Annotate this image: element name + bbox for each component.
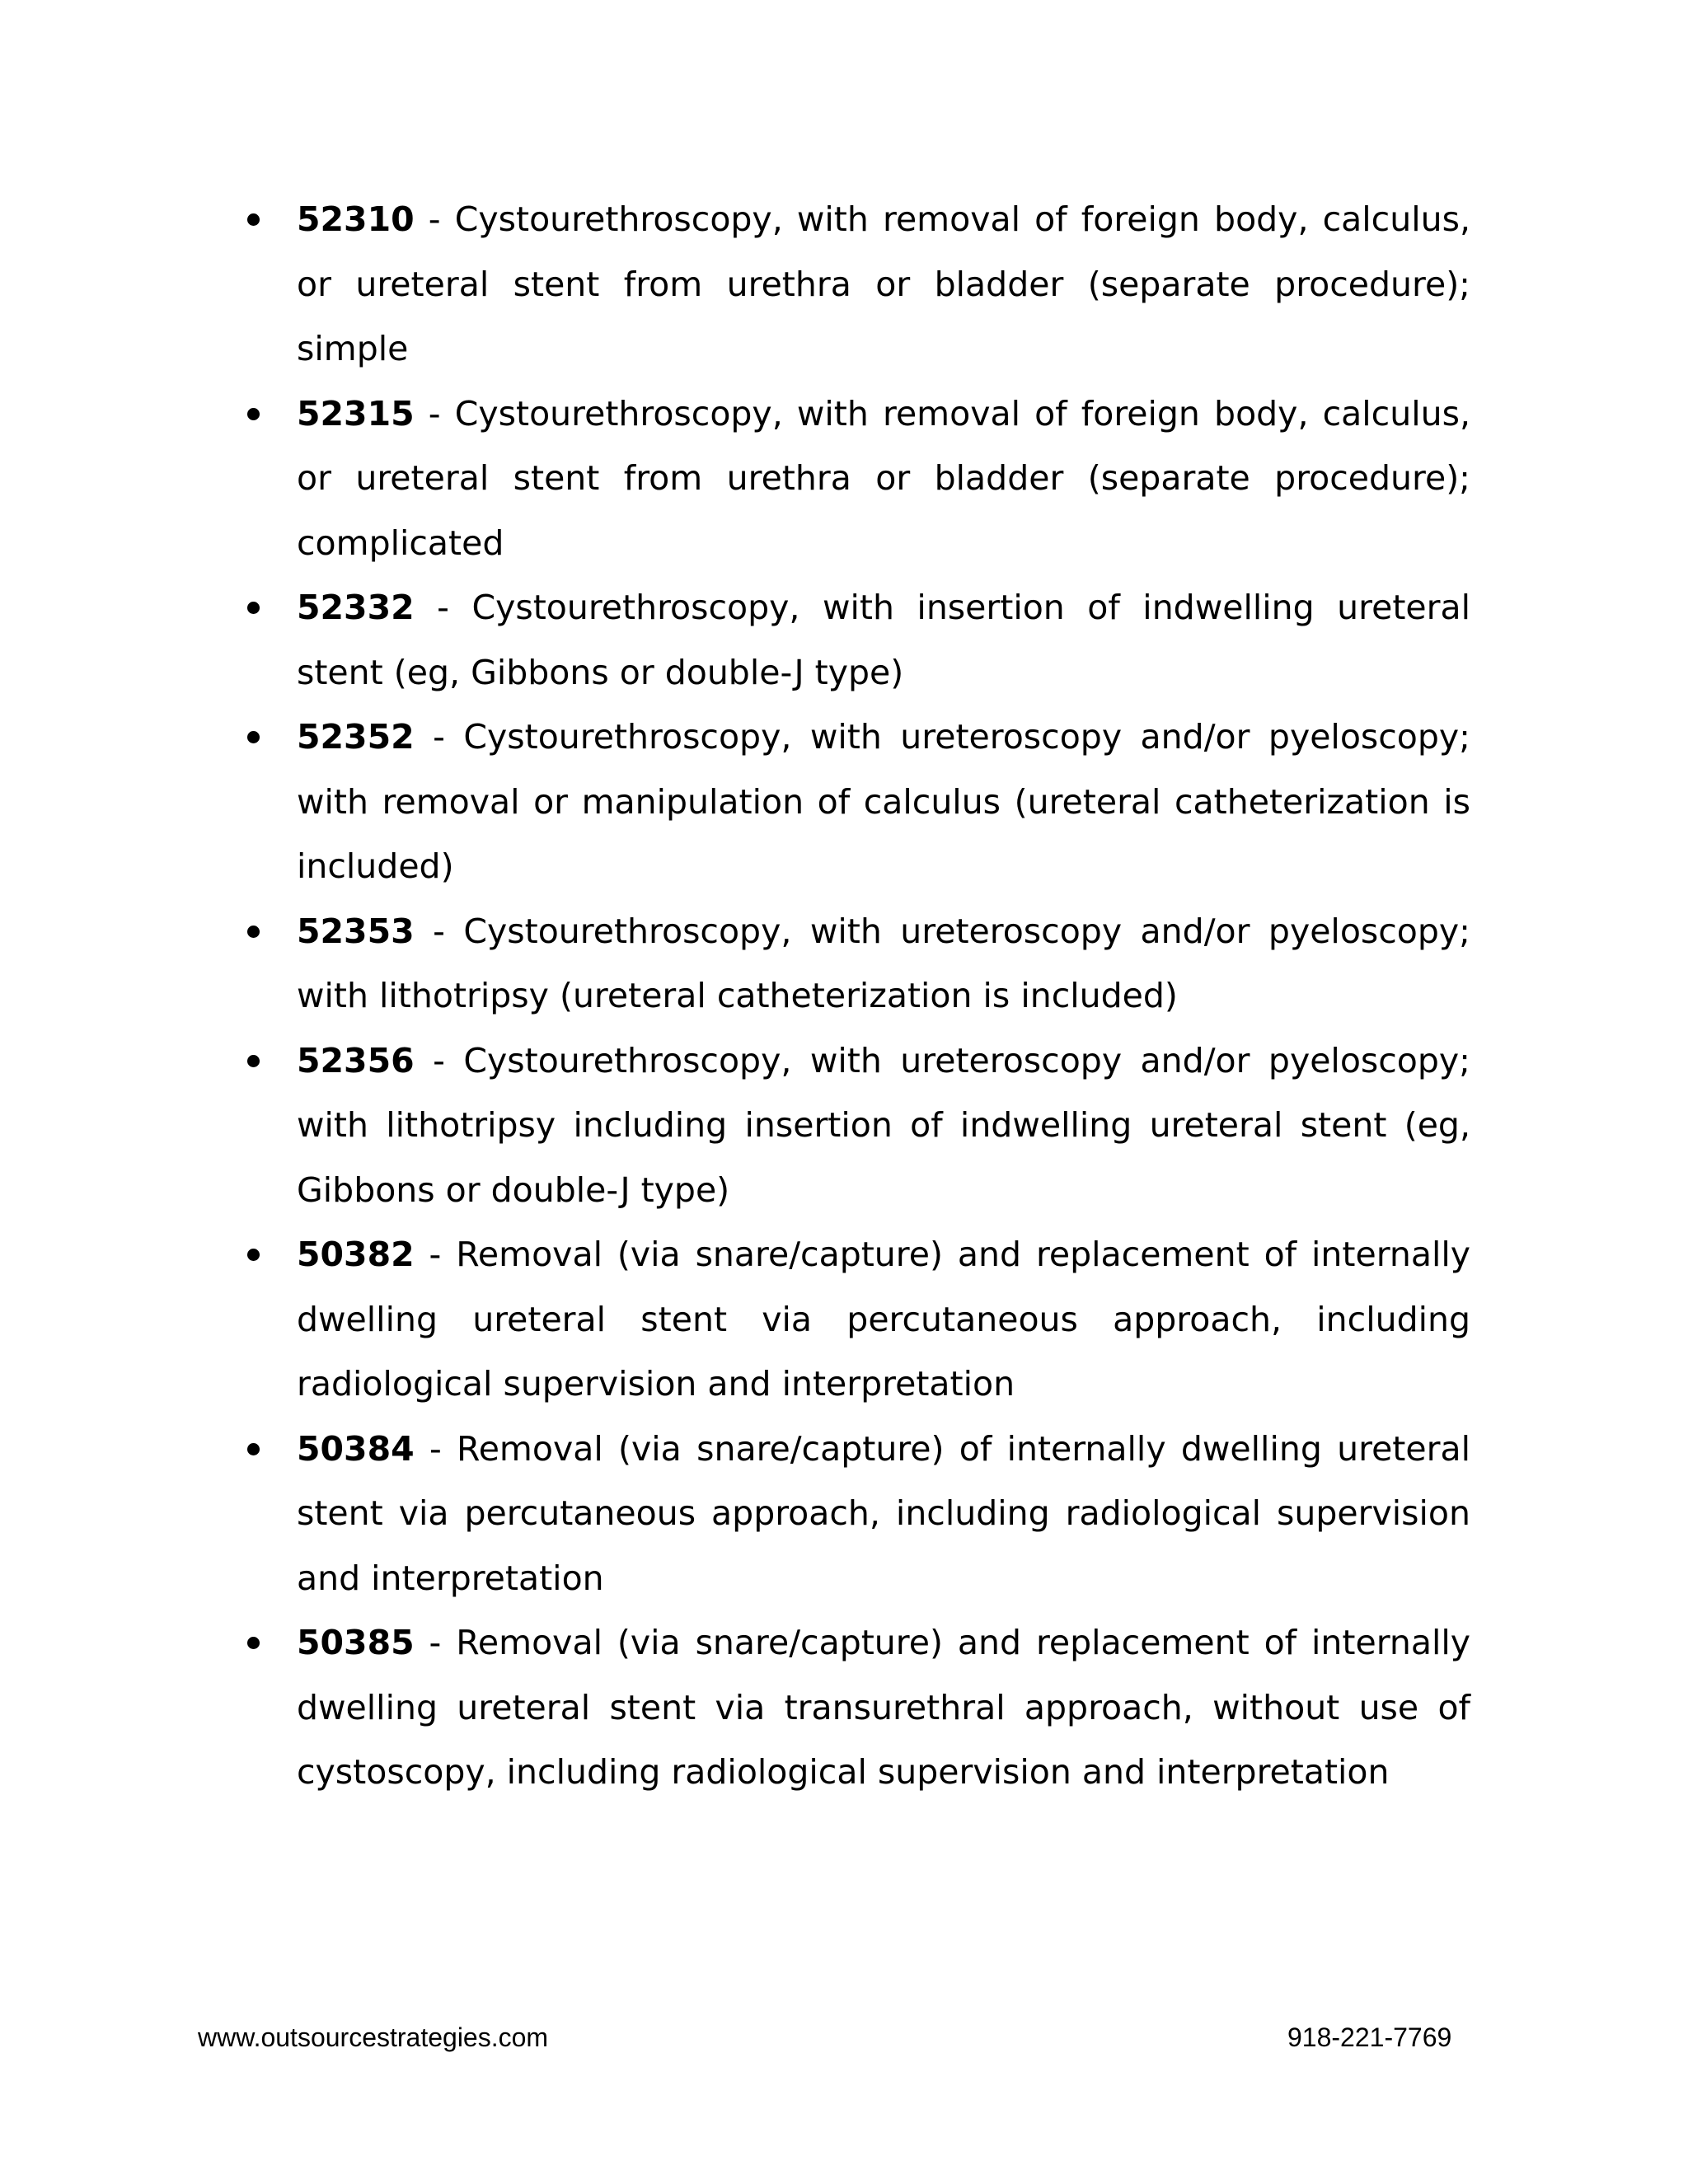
- bullet-icon: [247, 213, 260, 226]
- bullet-icon: [247, 1637, 260, 1649]
- list-item: [247, 382, 1470, 576]
- separator: -: [414, 1623, 457, 1662]
- bullet-icon: [247, 1055, 260, 1067]
- footer-phone: 918-221-7769: [1287, 2022, 1452, 2052]
- bullet-icon: [247, 1249, 260, 1261]
- procedure-code: 52356: [297, 1040, 415, 1080]
- procedure-code: 52353: [297, 911, 415, 951]
- list-item: [247, 187, 1470, 382]
- procedure-code: 52352: [297, 717, 415, 757]
- separator: -: [414, 911, 464, 951]
- separator: -: [414, 717, 464, 757]
- procedure-description: Removal (via snare/capture) and replacement of internally dwelling ureteral stent via transurethral approach, without use of cystoscopy, including radiological supervision and interpretation: [297, 1623, 1470, 1792]
- separator: -: [414, 1235, 457, 1274]
- list-item: [247, 1222, 1470, 1417]
- footer-website: www.outsourcestrategies.com: [198, 2022, 549, 2052]
- procedure-code: 50384: [297, 1428, 415, 1469]
- procedure-description: Removal (via snare/capture) of internally dwelling ureteral stent via percutaneous approach, including radiological supervision and interpretation: [297, 1428, 1470, 1598]
- bullet-icon: [247, 602, 260, 614]
- list-item: [247, 575, 1470, 705]
- separator: -: [414, 1428, 457, 1469]
- separator: -: [414, 199, 455, 239]
- list-item: [247, 1029, 1470, 1223]
- procedure-description: Cystourethroscopy, with ureteroscopy and/or pyeloscopy; with lithotripsy (ureteral catheterization is included): [297, 911, 1470, 1015]
- procedure-description: Cystourethroscopy, with ureteroscopy and/or pyeloscopy; with lithotripsy including insertion of indwelling ureteral stent (eg, Gibbons or double-J type): [297, 1040, 1470, 1210]
- procedure-description: Cystourethroscopy, with removal of foreign body, calculus, or ureteral stent from urethra or bladder (separate procedure); complicated: [297, 393, 1470, 563]
- procedure-description: Cystourethroscopy, with removal of foreign body, calculus, or ureteral stent from urethra or bladder (separate procedure); simple: [297, 199, 1470, 368]
- list-item: [247, 899, 1470, 1029]
- list-item: [247, 1610, 1470, 1805]
- procedure-code: 52332: [297, 588, 415, 627]
- bullet-icon: [247, 1443, 260, 1455]
- procedure-description: Cystourethroscopy, with ureteroscopy and/or pyeloscopy; with removal or manipulation of calculus (ureteral catheterization is included): [297, 717, 1470, 886]
- bullet-icon: [247, 408, 260, 420]
- separator: -: [414, 1040, 464, 1080]
- separator: -: [414, 588, 472, 627]
- separator: -: [414, 393, 455, 434]
- list-item: [247, 705, 1470, 899]
- procedure-code-list: [247, 187, 1470, 1805]
- procedure-code: 50382: [297, 1235, 415, 1274]
- procedure-code: 52315: [297, 393, 415, 434]
- procedure-description: Cystourethroscopy, with insertion of indwelling ureteral stent (eg, Gibbons or double-J type): [297, 588, 1470, 692]
- bullet-icon: [247, 731, 260, 743]
- list-item: [247, 1417, 1470, 1611]
- procedure-description: Removal (via snare/capture) and replacement of internally dwelling ureteral stent via percutaneous approach, including radiological supervision and interpretation: [297, 1235, 1470, 1404]
- bullet-icon: [247, 926, 260, 938]
- procedure-code: 50385: [297, 1623, 415, 1662]
- procedure-code: 52310: [297, 199, 415, 239]
